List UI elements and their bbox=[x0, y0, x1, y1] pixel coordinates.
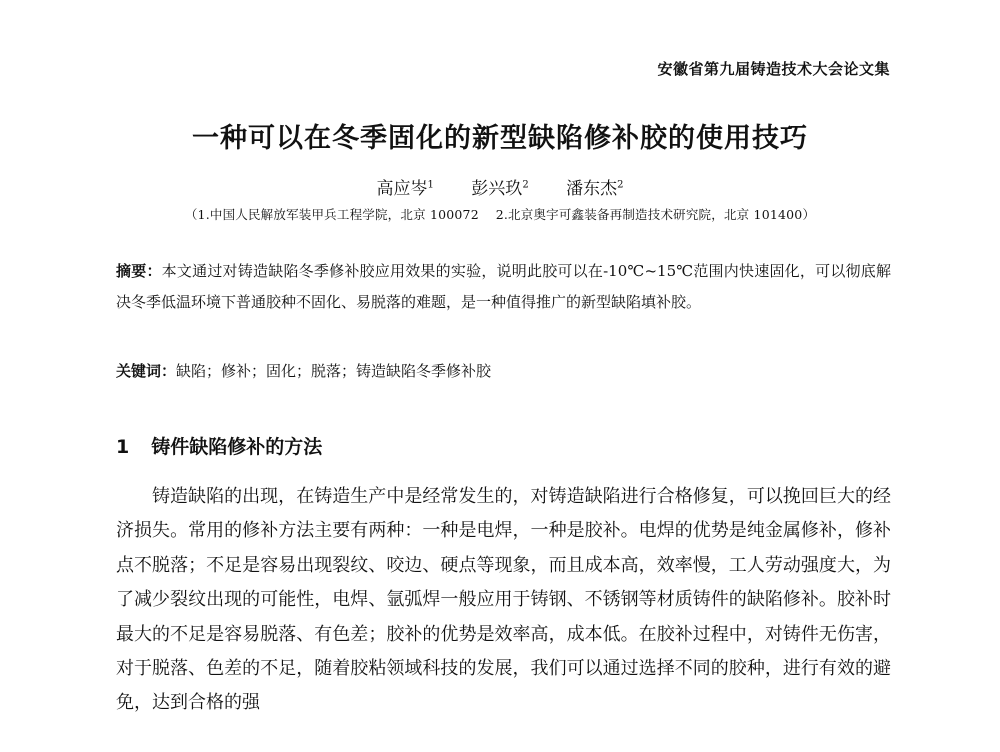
author-list bbox=[0, 174, 1000, 199]
body-paragraph: 铸造缺陷的出现，在铸造生产中是经常发生的，对铸造缺陷进行合格修复，可以挽回巨大的经济损失。常用的修补方法主要有两种：一种是电焊，一种是胶补。电焊的优势是纯金属修补，修补点不脱落；不足是容易出现裂纹、咬边、硬点等现象，而且成本高，效率慢，工人劳动强度大，为了减少裂纹出现的可能性，电焊、氩弧焊一般应用于铸钢、不锈钢等材质铸件的缺陷修补。胶补时最大的不足是容易脱落、有色差；胶补的优势是效率高，成本低。在胶补过程中，对铸件无伤害，对于脱落、色差的不足，随着胶粘领域科技的发展，我们可以通过选择不同的胶种，进行有效的避免，达到合格的强 bbox=[116, 486, 891, 714]
author-affiliation-mark: 1 bbox=[427, 179, 434, 191]
keywords bbox=[116, 356, 891, 387]
abstract bbox=[116, 256, 891, 318]
keywords-text: 缺陷；修补；固化；脱落；铸造缺陷冬季修补胶 bbox=[176, 362, 492, 380]
author-name: 高应岑 bbox=[376, 179, 428, 199]
author-name: 彭兴玖 bbox=[471, 179, 523, 199]
section-number: 1 bbox=[116, 436, 130, 458]
paper-title: 一种可以在冬季固化的新型缺陷修补胶的使用技巧 bbox=[192, 123, 808, 154]
section-heading bbox=[116, 432, 322, 459]
proceedings-header: 安徽省第九届铸造技术大会论文集 bbox=[657, 60, 890, 78]
affiliations: （1.中国人民解放军装甲兵工程学院，北京 100072 2.北京奥宇可鑫装备再制造技术研究院，北京 101400） bbox=[184, 207, 816, 222]
author-1 bbox=[377, 179, 434, 199]
keywords-label: 关键词： bbox=[116, 362, 177, 380]
author-3 bbox=[566, 179, 623, 199]
section-title: 铸件缺陷修补的方法 bbox=[151, 436, 323, 458]
author-affiliation-mark: 2 bbox=[617, 179, 624, 191]
author-2 bbox=[471, 179, 528, 199]
abstract-label: 摘要： bbox=[116, 262, 162, 280]
author-name: 潘东杰 bbox=[566, 179, 618, 199]
abstract-text: 本文通过对铸造缺陷冬季修补胶应用效果的实验，说明此胶可以在-10℃~15℃范围内快速固化，可以彻底解决冬季低温环境下普通胶种不固化、易脱落的难题，是一种值得推广的新型缺陷填补胶。 bbox=[116, 262, 891, 311]
author-affiliation-mark: 2 bbox=[522, 179, 529, 191]
